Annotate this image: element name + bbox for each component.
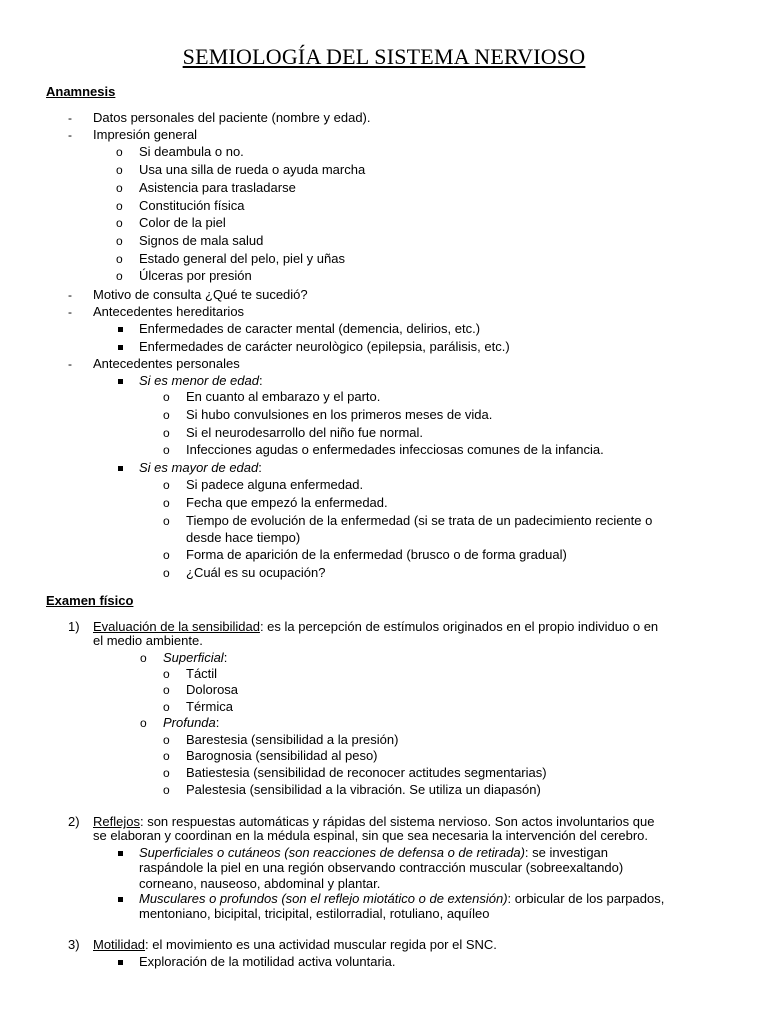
page-title: SEMIOLOGÍA DEL SISTEMA NERVIOSO <box>182 44 586 69</box>
circle-bullet: o <box>116 269 123 283</box>
list-item <box>139 460 262 476</box>
colon: : <box>223 650 228 665</box>
menor-label: Si es menor de edad <box>139 373 259 388</box>
circle-bullet: o <box>163 496 170 510</box>
list-item: Motivo de consulta ¿Qué te sucedió? <box>93 287 308 302</box>
list-item-continuation: desde hace tiempo) <box>186 530 301 545</box>
list-item: Úlceras por presión <box>139 268 252 283</box>
circle-bullet: o <box>163 514 170 528</box>
list-item: Color de la piel <box>139 215 226 230</box>
circle-bullet: o <box>163 766 170 780</box>
list-item: Infecciones agudas o enfermedades infecciosas comunes de la infancia. <box>186 442 604 457</box>
list-item: Impresión general <box>93 127 198 142</box>
list-item <box>139 373 263 389</box>
circle-bullet: o <box>163 700 170 714</box>
dash-marker: - <box>68 357 72 371</box>
dash-marker: - <box>68 288 72 302</box>
circle-bullet: o <box>116 216 123 230</box>
list-item: Si hubo convulsiones en los primeros meses de vida. <box>186 407 493 422</box>
circle-bullet: o <box>163 443 170 457</box>
list-item: Signos de mala salud <box>139 233 264 248</box>
musculares-text: : orbicular de los parpados, <box>507 891 665 906</box>
sensibilidad-term: Evaluación de la sensibilidad <box>93 619 260 634</box>
list-item: Dolorosa <box>186 682 239 697</box>
circle-bullet: o <box>116 181 123 195</box>
list-item: Antecedentes personales <box>93 356 240 371</box>
colon: : <box>258 460 262 475</box>
section-number: 2) <box>68 814 80 829</box>
square-bullet <box>118 851 123 856</box>
circle-bullet: o <box>116 252 123 266</box>
square-bullet <box>118 466 123 471</box>
list-item: Barestesia (sensibilidad a la presión) <box>186 732 399 747</box>
list-item: Térmica <box>186 699 233 714</box>
circle-bullet: o <box>140 651 147 665</box>
square-bullet <box>118 960 123 965</box>
list-item: Fecha que empezó la enfermedad. <box>186 495 388 510</box>
square-bullet <box>118 379 123 384</box>
list-item-continuation: se elaboran y coordinan en la médula espinal, sin que sea necesaria la intervención del cerebro. <box>93 828 649 843</box>
list-item: Forma de aparición de la enfermedad (brusco o de forma gradual) <box>186 547 567 562</box>
list-item <box>163 715 219 731</box>
square-bullet <box>118 327 123 332</box>
motilidad-text: : el movimiento es una actividad muscular regida por el SNC. <box>145 937 497 952</box>
list-item: Tiempo de evolución de la enfermedad (si se trata de un padecimiento reciente o <box>186 513 653 528</box>
superficial-label: Superficial <box>163 650 224 665</box>
colon: : <box>215 715 220 730</box>
list-item: Si el neurodesarrollo del niño fue normal. <box>186 425 424 440</box>
circle-bullet: o <box>163 548 170 562</box>
circle-bullet: o <box>163 478 170 492</box>
superficiales-text: : se investigan <box>524 845 609 860</box>
list-item <box>93 937 497 953</box>
superficiales-term: Superficiales o cutáneos (son reacciones de defensa o de retirada) <box>139 845 525 860</box>
circle-bullet: o <box>116 145 123 159</box>
circle-bullet: o <box>163 683 170 697</box>
list-item-continuation: mentoniano, bicipital, tricipital, estilorradial, rotuliano, aquíleo <box>139 906 490 921</box>
colon: : <box>258 373 263 388</box>
section-number: 3) <box>68 937 80 952</box>
list-item: En cuanto al embarazo y el parto. <box>186 389 381 404</box>
square-bullet <box>118 897 123 902</box>
circle-bullet: o <box>163 667 170 681</box>
dash-marker: - <box>68 128 72 142</box>
circle-bullet: o <box>163 733 170 747</box>
circle-bullet: o <box>116 199 123 213</box>
list-item: Batiestesia (sensibilidad de reconocer actitudes segmentarias) <box>186 765 547 780</box>
list-item-continuation: raspándole la piel en una región observando contracción muscular (sobreexaltando) <box>139 860 624 875</box>
list-item: ¿Cuál es su ocupación? <box>186 565 326 580</box>
circle-bullet: o <box>163 566 170 580</box>
list-item: Enfermedades de carácter neurològico (epilepsia, parálisis, etc.) <box>139 339 510 354</box>
examen-heading: Examen físico <box>46 593 134 608</box>
circle-bullet: o <box>116 163 123 177</box>
list-item-continuation: el medio ambiente. <box>93 633 203 648</box>
list-item: Barognosia (sensibilidad al peso) <box>186 748 378 763</box>
circle-bullet: o <box>163 749 170 763</box>
list-item: Constitución física <box>139 198 245 213</box>
section-number: 1) <box>68 619 80 634</box>
list-item: Enfermedades de caracter mental (demencia, delirios, etc.) <box>139 321 481 336</box>
musculares-term: Musculares o profundos (son el reflejo miotático o de extensión) <box>139 891 508 906</box>
dash-marker: - <box>68 111 72 125</box>
list-item: Táctil <box>186 666 218 681</box>
motilidad-term: Motilidad <box>93 937 146 952</box>
list-item <box>139 845 608 861</box>
square-bullet <box>118 345 123 350</box>
dash-marker: - <box>68 305 72 319</box>
list-item <box>163 650 227 666</box>
list-item: Datos personales del paciente (nombre y edad). <box>93 110 371 125</box>
mayor-label: Si es mayor de edad <box>139 460 259 475</box>
list-item: Asistencia para trasladarse <box>139 180 296 195</box>
reflejos-term: Reflejos <box>93 814 140 829</box>
profunda-label: Profunda <box>163 715 216 730</box>
sensibilidad-text: : es la percepción de estímulos originados en el propio individuo o en <box>259 619 659 634</box>
list-item: Antecedentes hereditarios <box>93 304 245 319</box>
circle-bullet: o <box>163 783 170 797</box>
list-item: Si deambula o no. <box>139 144 244 159</box>
list-item: Estado general del pelo, piel y uñas <box>139 251 345 266</box>
list-item-continuation: corneano, nauseoso, abdominal y plantar. <box>139 876 381 891</box>
anamnesis-heading: Anamnesis <box>46 84 116 99</box>
reflejos-text: : son respuestas automáticas y rápidas del sistema nervioso. Son actos involuntarios que <box>139 814 655 829</box>
circle-bullet: o <box>163 426 170 440</box>
circle-bullet: o <box>163 408 170 422</box>
list-item: Si padece alguna enfermedad. <box>186 477 364 492</box>
circle-bullet: o <box>116 234 123 248</box>
list-item: Exploración de la motilidad activa voluntaria. <box>139 954 396 969</box>
list-item: Palestesia (sensibilidad a la vibración. Se utiliza un diapasón) <box>186 782 541 797</box>
list-item <box>139 891 664 907</box>
circle-bullet: o <box>163 390 170 404</box>
list-item: Usa una silla de rueda o ayuda marcha <box>139 162 366 177</box>
circle-bullet: o <box>140 716 147 730</box>
